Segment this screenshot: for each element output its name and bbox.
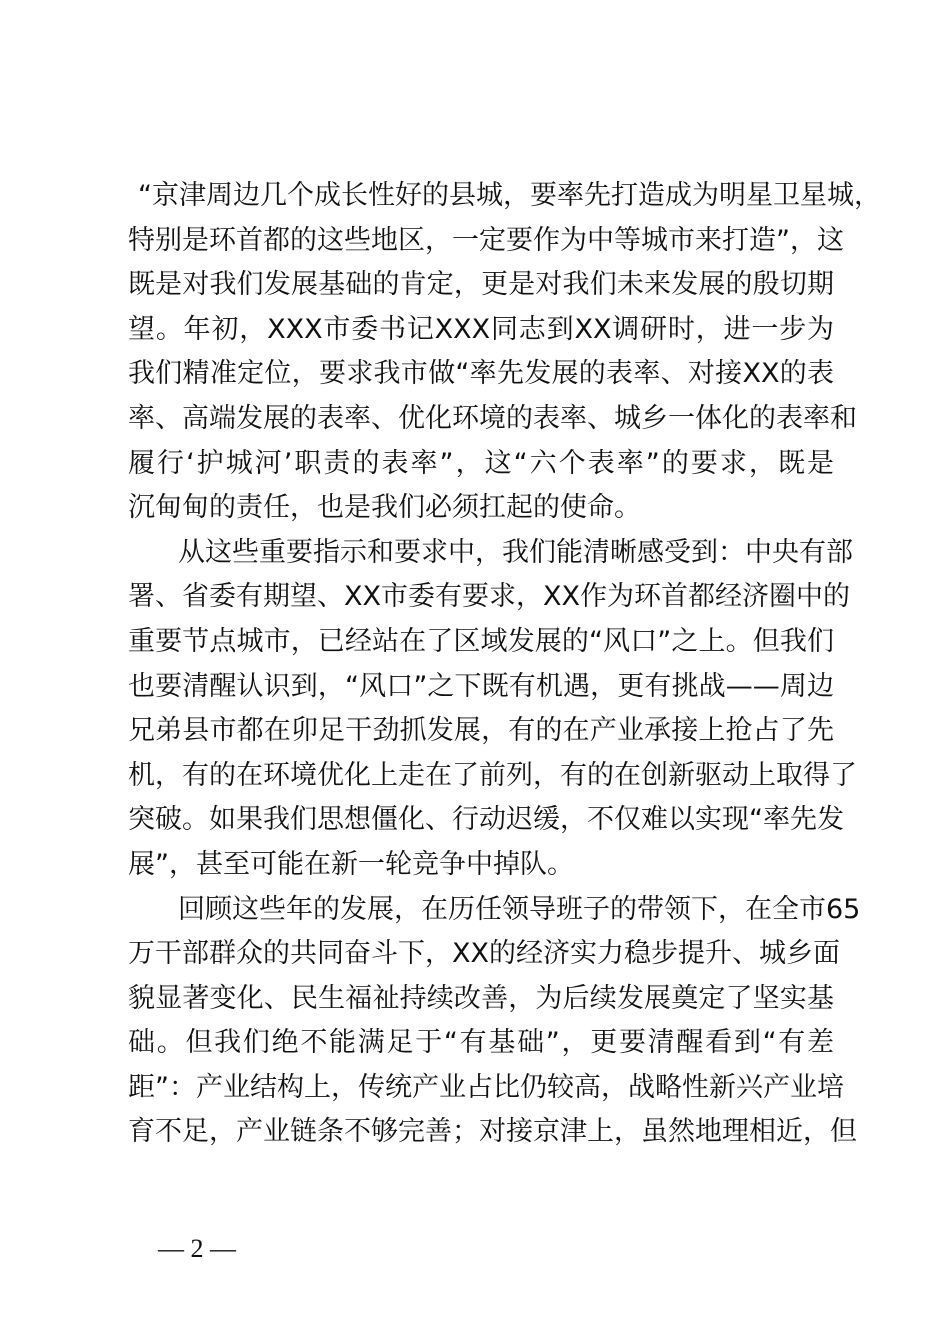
paragraph-1-line-4: 望。年初，XXX市委书记XXX同志到XX调研时，进一步为 xyxy=(128,313,834,345)
paragraph-2-line-3: 重要节点城市，已经站在了区域发展的“风口”之上。但我们 xyxy=(128,625,834,657)
paragraph-3-line-3: 貌显著变化、民生福祉持续改善，为后续发展奠定了坚实基 xyxy=(128,982,834,1014)
paragraph-1-line-5: 我们精准定位，要求我市做“率先发展的表率、对接XX的表 xyxy=(128,358,834,390)
paragraph-1-line-8: 沉甸甸的责任，也是我们必须扛起的使命。 xyxy=(128,492,641,524)
paragraph-2-line-8: 展”，甚至可能在新一轮竞争中掉队。 xyxy=(128,848,574,880)
paragraph-2-line-5: 兄弟县市都在卯足干劲抓发展，有的在产业承接上抢占了先 xyxy=(128,715,834,747)
paragraph-3-line-5: 距”：产业结构上，传统产业占比仍较高，战略性新兴产业培 xyxy=(128,1071,844,1103)
paragraph-1-line-3: 既是对我们发展基础的肯定，更是对我们未来发展的殷切期 xyxy=(128,269,834,301)
paragraph-2-line-2: 署、省委有期望、XX市委有要求，XX作为环首都经济圈中的 xyxy=(128,581,850,613)
paragraph-3-line-6: 育不足，产业链条不够完善；对接京津上，虽然地理相近，但 xyxy=(128,1116,857,1148)
page-number: — 2 — xyxy=(158,1234,236,1263)
paragraph-2-line-1: 从这些重要指示和要求中，我们能清晰感受到：中央有部 xyxy=(178,536,853,568)
paragraph-3-line-4: 础。但我们绝不能满足于“有基础”，更要清醒看到“有差 xyxy=(128,1027,834,1059)
paragraph-2-line-6: 机，有的在环境优化上走在了前列，有的在创新驱动上取得了 xyxy=(128,759,857,791)
paragraph-3-line-1: 回顾这些年的发展，在历任领导班子的带领下，在全市65 xyxy=(178,893,861,925)
paragraph-1-line-2: 特别是环首都的这些地区，一定要作为中等城市来打造”，这 xyxy=(128,224,844,256)
paragraph-2-line-7: 突破。如果我们思想僵化、行动迟缓，不仅难以实现“率先发 xyxy=(128,804,844,836)
paragraph-2-line-4: 也要清醒认识到，“风口”之下既有机遇，更有挑战——周边 xyxy=(128,670,834,702)
body-text xyxy=(128,174,881,1155)
paragraph-1-line-6: 率、高端发展的表率、优化环境的表率、城乡一体化的表率和 xyxy=(128,402,857,434)
paragraph-3-line-2: 万干部群众的共同奋斗下，XX的经济实力稳步提升、城乡面 xyxy=(128,938,840,970)
paragraph-1-line-7: 履行‘护城河’职责的表率”，这“六个表率”的要求，既是 xyxy=(128,447,834,479)
paragraph-1-line-1: “京津周边几个成长性好的县城，要率先打造成为明星卫星城， xyxy=(138,180,881,211)
